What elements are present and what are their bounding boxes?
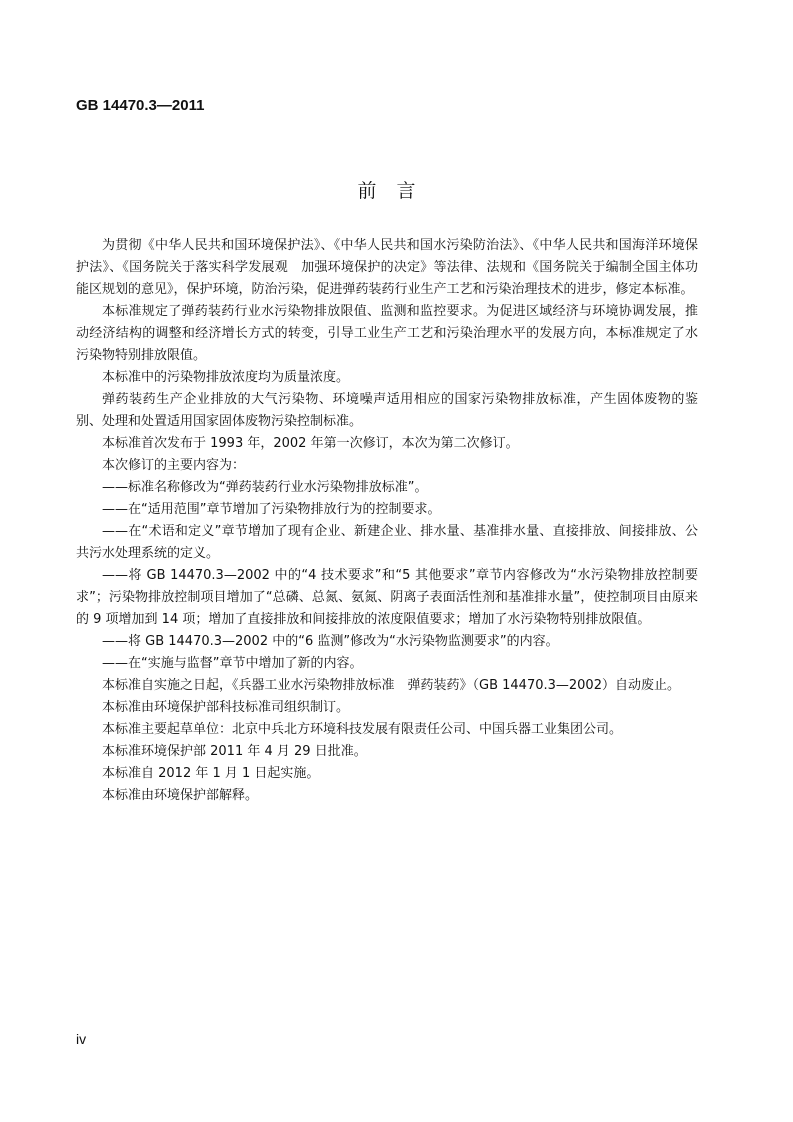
paragraph: 本标准首次发布于 1993 年，2002 年第一次修订，本次为第二次修订。	[102, 436, 519, 451]
revision-item: ——标准名称修改为“弹药装药行业水污染物排放标准”。	[102, 480, 428, 495]
paragraph: 本标准由环境保护部解释。	[102, 788, 259, 803]
paragraph: 本标准中的污染物排放浓度均为质量浓度。	[102, 370, 350, 385]
standard-number: GB 14470.3—2011	[76, 97, 205, 114]
paragraph: 本标准自 2012 年 1 月 1 日起实施。	[102, 766, 320, 781]
paragraph: 本标准主要起草单位：北京中兵北方环境科技发展有限责任公司、中国兵器工业集团公司。	[102, 722, 623, 737]
paragraph: 本标准由环境保护部科技标准司组织制订。	[102, 700, 350, 715]
paragraph: 弹药装药生产企业排放的大气污染物、环境噪声适用相应的国家污染物排放标准，产生固体废物的鉴别、处理和处置适用国家固体废物污染控制标准。	[76, 392, 698, 429]
page-number: iv	[76, 1031, 87, 1047]
paragraph: 本次修订的主要内容为：	[102, 458, 246, 473]
revision-item: ——将 GB 14470.3—2002 中的“6 监测”修改为“水污染物监测要求”的内容。	[102, 634, 559, 649]
paragraph: 本标准环境保护部 2011 年 4 月 29 日批准。	[102, 744, 367, 759]
page-title: 前言	[357, 180, 436, 202]
revision-item: ——在“适用范围”章节增加了污染物排放行为的控制要求。	[102, 502, 441, 517]
foreword-body	[76, 235, 698, 807]
revision-item: ——在“实施与监督”章节中增加了新的内容。	[102, 656, 363, 671]
paragraph: 为贯彻《中华人民共和国环境保护法》、《中华人民共和国水污染防治法》、《中华人民共和国海洋环境保护法》、《国务院关于落实科学发展观 加强环境保护的决定》等法律、法规和《国务院关于编制全国主体功能区规划的意见》，保护环境，防治污染，促进弹药装药行业生产工艺和污染治理技术的进步，修定本标准。	[76, 238, 698, 297]
revision-item: ——将 GB 14470.3—2002 中的“4 技术要求”和“5 其他要求”章节内容修改为“水污染物排放控制要求”；污染物排放控制项目增加了“总磷、总氮、氨氮、阴离子表面活性剂和基准排水量”，使控制项目由原来的 9 项增加到 14 项；增加了直接排放和间接排放的浓度限值要求；增加了水污染物特别排放限值。	[76, 568, 698, 627]
revision-item: ——在“术语和定义”章节增加了现有企业、新建企业、排水量、基准排水量、直接排放、间接排放、公共污水处理系统的定义。	[76, 524, 698, 561]
paragraph: 本标准规定了弹药装药行业水污染物排放限值、监测和监控要求。为促进区域经济与环境协调发展，推动经济结构的调整和经济增长方式的转变，引导工业生产工艺和污染治理水平的发展方向，本标准规定了水污染物特别排放限值。	[76, 304, 698, 363]
paragraph: 本标准自实施之日起，《兵器工业水污染物排放标准 弹药装药》（GB 14470.3—2002）自动废止。	[102, 678, 680, 693]
